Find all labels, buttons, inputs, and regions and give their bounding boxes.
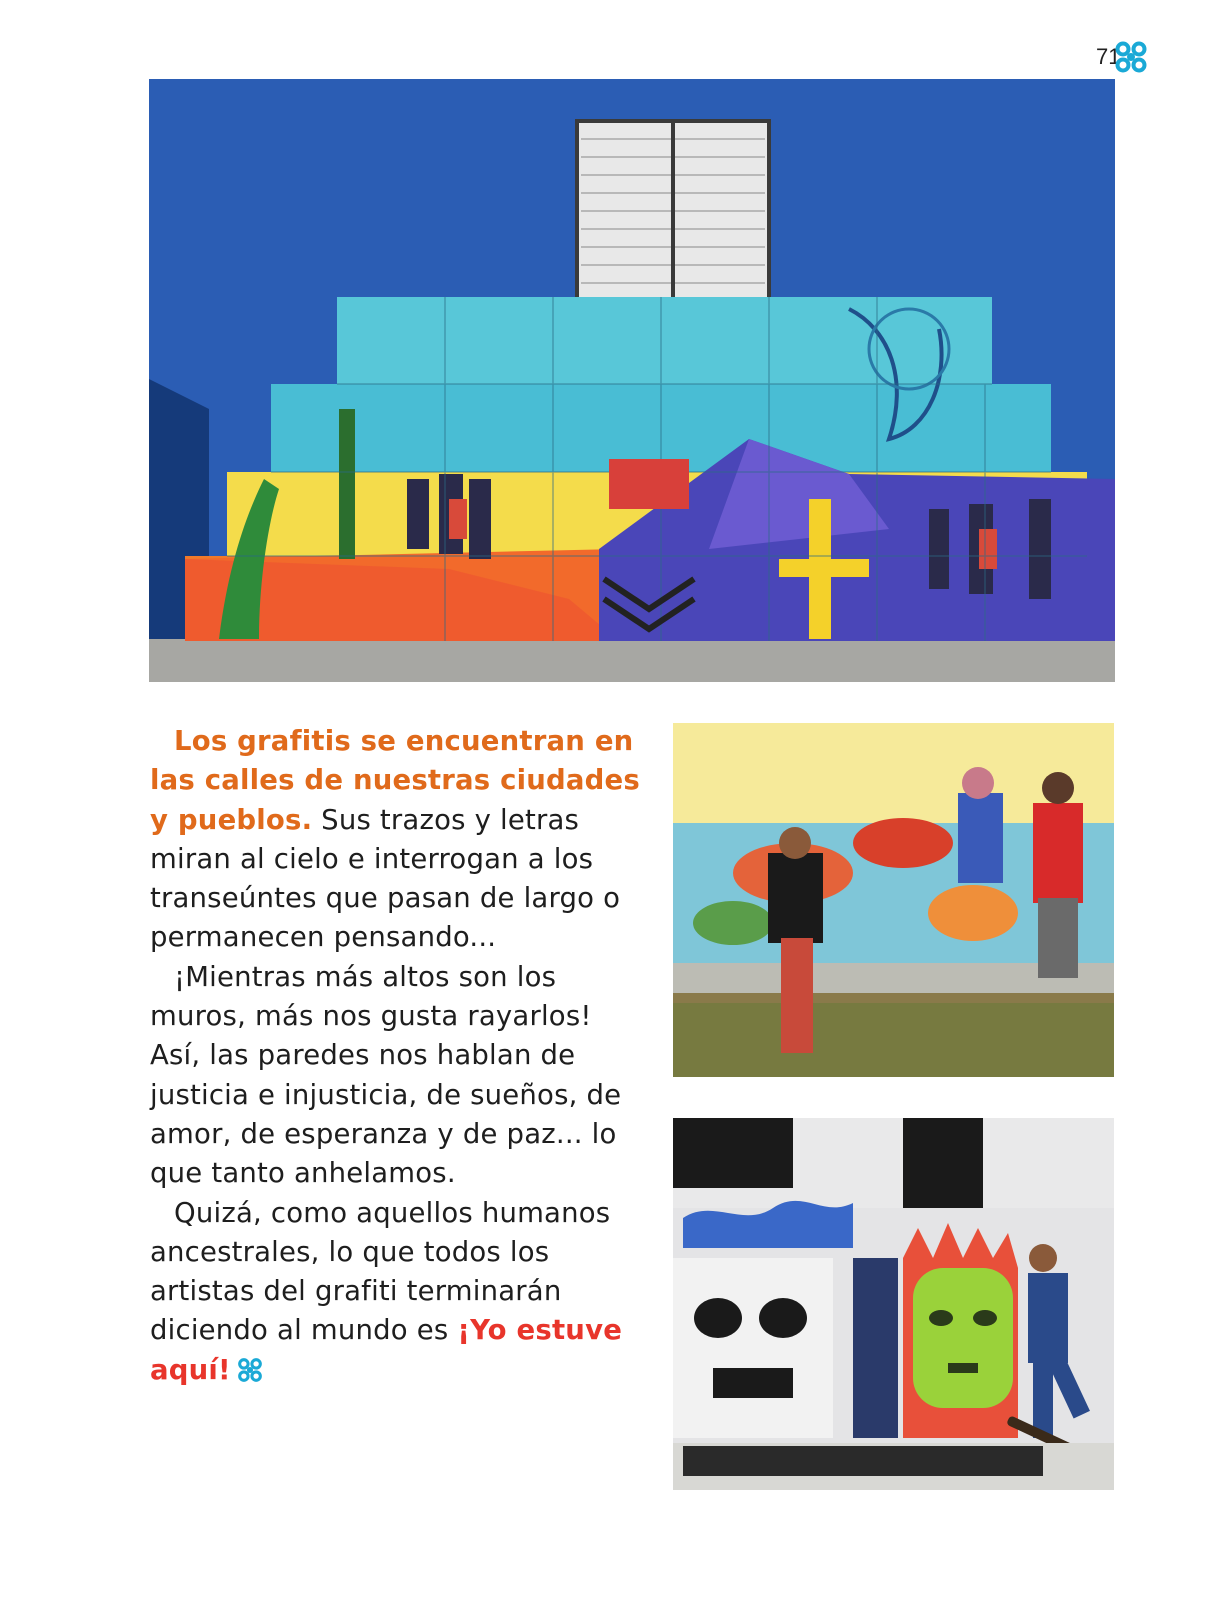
paragraph-1-rest: Sus trazos y letras miran al cielo e interrogan a los transeúntes que pasan de largo o permanecen pensando... (150, 803, 621, 954)
paragraph-1 (150, 722, 650, 958)
paragraph-2-text: ¡Mientras más altos son los muros, más nos gusta rayarlos! Así, las paredes nos hablan de justicia e injusticia, de sueños, de amor, de esperanza y de paz... lo que tanto anhelamos. (150, 960, 622, 1190)
photo-skater (673, 1118, 1114, 1490)
photo-main-mural (149, 79, 1115, 682)
highlight-sentence: Los grafitis se encuentran en las calles de nuestras ciudades y pueblos. (150, 725, 640, 836)
photo-painters (673, 723, 1114, 1077)
flower-ornament-icon (237, 1357, 263, 1383)
exclaim-text: ¡Yo estuve aquí! (150, 1314, 623, 1386)
paragraph-3 (150, 1194, 650, 1390)
paragraph-3-text: Quizá, como aquellos humanos ancestrales, lo que todos los artistas del grafiti terminarán diciendo al mundo es (150, 1196, 611, 1347)
page-number: 71 (1096, 44, 1121, 69)
paragraph-2 (150, 958, 650, 1194)
article-text (150, 722, 650, 1390)
flower-ornament-icon (1114, 40, 1148, 74)
